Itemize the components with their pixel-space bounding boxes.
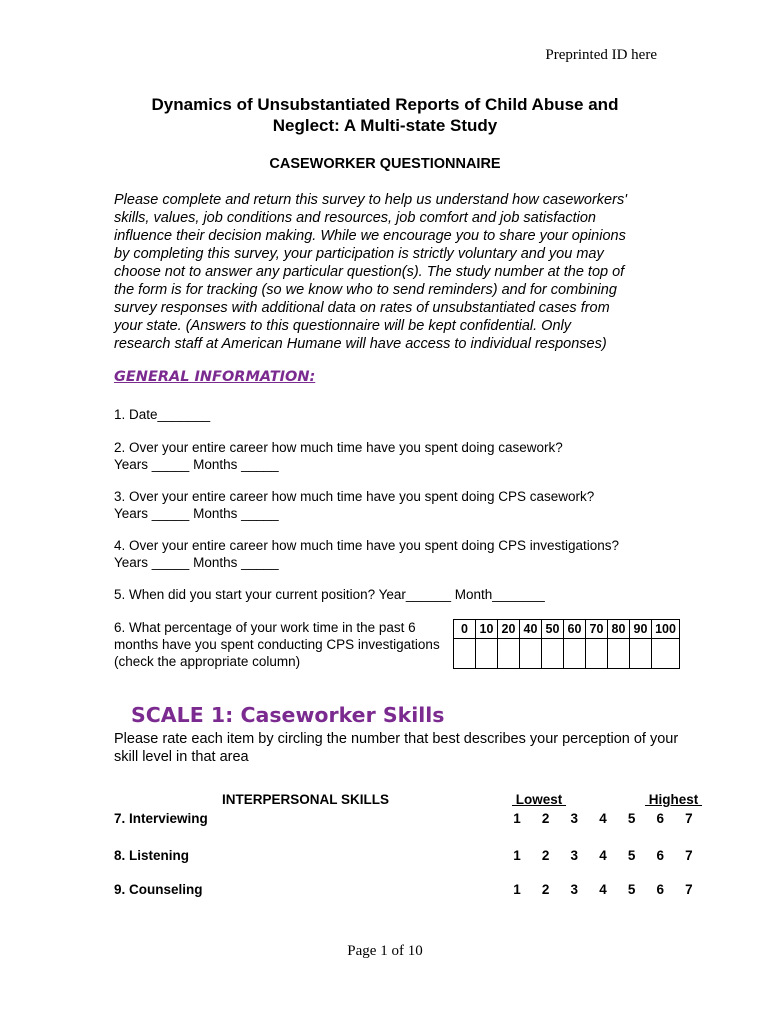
item-7-rating — [505, 811, 701, 826]
percentage-header-cell: 0 — [454, 620, 476, 639]
scale-1-description — [114, 730, 678, 766]
item-7-label: 7. Interviewing — [114, 811, 208, 826]
question-3-answer[interactable]: Years _____ Months _____ — [114, 506, 279, 521]
question-5[interactable]: 5. When did you start your current position? Year______ Month_______ — [114, 587, 545, 602]
percentage-header-cell: 100 — [652, 620, 680, 639]
question-6-line: months have you spent conducting CPS investigations — [114, 637, 440, 652]
percentage-check-cell[interactable] — [630, 639, 652, 669]
percentage-table — [453, 619, 680, 669]
percentage-check-cell[interactable] — [498, 639, 520, 669]
lowest-label: Lowest — [512, 792, 567, 807]
rating-option[interactable]: 1 — [513, 848, 521, 863]
scale-1-title: SCALE 1: Caseworker Skills — [131, 703, 445, 727]
intro-line: influence their decision making. While we encourage you to share your opinions — [114, 228, 626, 244]
document-title — [100, 94, 670, 136]
rating-option[interactable]: 6 — [656, 848, 665, 863]
rating-option[interactable]: 3 — [570, 848, 579, 863]
percentage-check-cell[interactable] — [476, 639, 498, 669]
rating-option[interactable]: 5 — [627, 811, 636, 826]
rating-option[interactable]: 4 — [599, 811, 607, 826]
percentage-check-cell[interactable] — [564, 639, 586, 669]
percentage-check-cell[interactable] — [652, 639, 680, 669]
title-line-2: Neglect: A Multi-state Study — [272, 116, 498, 135]
rating-option[interactable]: 1 — [513, 811, 521, 826]
percentage-header-cell: 90 — [630, 620, 652, 639]
percentage-check-cell[interactable] — [608, 639, 630, 669]
rating-option[interactable]: 2 — [541, 811, 550, 826]
question-3-text: 3. Over your entire career how much time have you spent doing CPS casework? — [114, 489, 595, 504]
intro-line: research staff at American Humane will have access to individual responses) — [114, 336, 607, 352]
questionnaire-subtitle: CASEWORKER QUESTIONNAIRE — [269, 156, 501, 172]
question-3 — [114, 488, 594, 522]
rating-option[interactable]: 5 — [627, 882, 636, 897]
intro-line: Please complete and return this survey to help us understand how caseworkers' — [114, 192, 627, 208]
rating-option[interactable]: 6 — [656, 811, 665, 826]
intro-line: the form is for tracking (so we know who to send reminders) and for combining — [114, 282, 617, 298]
percentage-header-cell: 20 — [498, 620, 520, 639]
intro-line: your state. (Answers to this questionnaire will be kept confidential. Only — [114, 318, 571, 334]
rating-option[interactable]: 7 — [685, 811, 693, 826]
item-9-label: 9. Counseling — [114, 882, 203, 897]
percentage-header-cell: 40 — [520, 620, 542, 639]
percentage-check-cell[interactable] — [542, 639, 564, 669]
percentage-check-cell[interactable] — [520, 639, 542, 669]
percentage-check-cell[interactable] — [454, 639, 476, 669]
percentage-header-cell: 60 — [564, 620, 586, 639]
scale-1-description-line: Please rate each item by circling the number that best describes your perception of your — [114, 731, 679, 747]
question-6-line: 6. What percentage of your work time in the past 6 — [114, 620, 416, 635]
rating-option[interactable]: 7 — [685, 848, 693, 863]
rating-option[interactable]: 4 — [599, 848, 607, 863]
preprinted-id: Preprinted ID here — [545, 47, 657, 63]
percentage-checkbox-row — [454, 639, 680, 669]
page-number: Page 1 of 10 — [347, 943, 423, 959]
item-9-rating — [505, 882, 701, 897]
percentage-header-cell: 50 — [542, 620, 564, 639]
rating-option[interactable]: 5 — [627, 848, 636, 863]
interpersonal-skills-label: INTERPERSONAL SKILLS — [222, 792, 390, 807]
intro-line: skills, values, job conditions and resources, job comfort and job satisfaction — [114, 210, 596, 226]
item-8-label: 8. Listening — [114, 848, 190, 863]
rating-option[interactable]: 1 — [513, 882, 521, 897]
item-8-rating — [505, 848, 701, 863]
question-2-text: 2. Over your entire career how much time have you spent doing casework? — [114, 440, 563, 455]
intro-paragraph — [114, 191, 674, 353]
highest-label: Highest — [645, 792, 703, 807]
title-line-1: Dynamics of Unsubstantiated Reports of Child Abuse and — [151, 95, 619, 114]
percentage-header-row — [454, 620, 680, 639]
rating-option[interactable]: 2 — [541, 848, 550, 863]
question-4-answer[interactable]: Years _____ Months _____ — [114, 555, 279, 570]
question-4 — [114, 537, 619, 571]
question-6 — [114, 619, 440, 670]
percentage-check-cell[interactable] — [586, 639, 608, 669]
scale-1-description-line: skill level in that area — [114, 749, 249, 765]
intro-line: choose not to answer any particular question(s). The study number at the top of — [114, 264, 625, 280]
question-2-answer[interactable]: Years _____ Months _____ — [114, 457, 279, 472]
intro-line: survey responses with additional data on rates of unsubstantiated cases from — [114, 300, 610, 316]
rating-option[interactable]: 7 — [685, 882, 693, 897]
general-information-heading: GENERAL INFORMATION: — [114, 369, 316, 385]
percentage-header-cell: 10 — [476, 620, 498, 639]
percentage-header-cell: 70 — [586, 620, 608, 639]
question-1-date[interactable]: 1. Date_______ — [114, 407, 211, 422]
rating-option[interactable]: 3 — [570, 882, 579, 897]
rating-option[interactable]: 6 — [656, 882, 665, 897]
question-4-text: 4. Over your entire career how much time have you spent doing CPS investigations? — [114, 538, 620, 553]
rating-option[interactable]: 4 — [599, 882, 607, 897]
rating-option[interactable]: 2 — [541, 882, 550, 897]
intro-line: by completing this survey, your participation is strictly voluntary and you may — [114, 246, 604, 262]
question-6-line: (check the appropriate column) — [114, 654, 301, 669]
question-2 — [114, 439, 563, 473]
percentage-header-cell: 80 — [608, 620, 630, 639]
rating-option[interactable]: 3 — [570, 811, 579, 826]
